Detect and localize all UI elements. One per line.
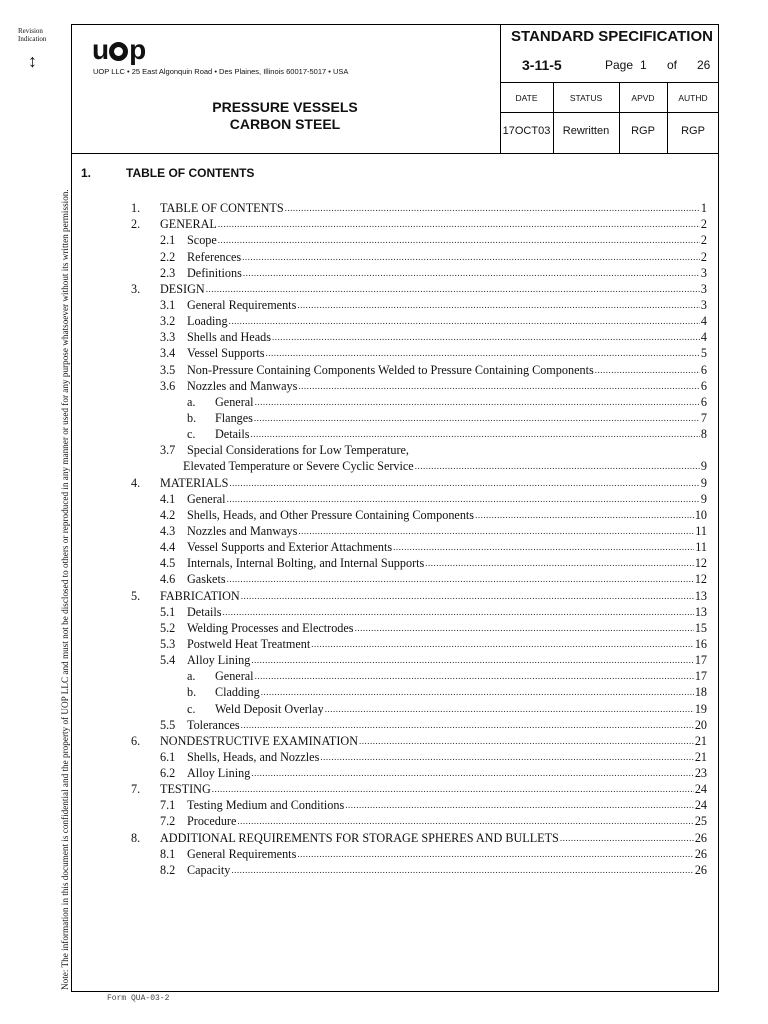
toc-entry bbox=[131, 296, 707, 312]
toc-entry bbox=[131, 441, 707, 457]
toc-entry bbox=[131, 764, 707, 780]
form-code: Form QUA-03-2 bbox=[107, 994, 170, 1003]
toc-entry-label: Details bbox=[215, 427, 250, 442]
toc-entry-page: 6 bbox=[700, 378, 707, 393]
toc-entry-label: Gaskets bbox=[187, 572, 226, 587]
toc-entry-page: 2 bbox=[700, 249, 707, 264]
toc-entry-page: 23 bbox=[694, 766, 707, 781]
toc-entry-label: GENERAL bbox=[160, 217, 217, 232]
toc-entry-page: 19 bbox=[694, 701, 707, 716]
section-number: 1. bbox=[81, 166, 92, 180]
toc-entry-page: 2 bbox=[700, 233, 707, 248]
page-label: Page bbox=[605, 58, 634, 72]
toc-leader-dots bbox=[242, 250, 700, 264]
toc-entry-label: Flanges bbox=[215, 410, 253, 425]
toc-entry bbox=[131, 473, 707, 489]
toc-entry bbox=[131, 457, 707, 473]
toc-entry-number: 4.2 bbox=[160, 507, 176, 522]
toc-entry-label: Tolerances bbox=[187, 717, 240, 732]
toc-entry bbox=[131, 651, 707, 667]
toc-leader-dots bbox=[241, 718, 694, 732]
toc-entry-number: a. bbox=[187, 394, 196, 409]
toc-entry bbox=[131, 312, 707, 328]
toc-entry bbox=[131, 861, 707, 877]
toc-entry-page: 9 bbox=[700, 491, 707, 506]
toc-entry bbox=[131, 780, 707, 796]
spec-number: 3-11-5 bbox=[522, 57, 562, 73]
toc-entry bbox=[131, 247, 707, 263]
toc-entry-page: 9 bbox=[700, 475, 707, 490]
toc-entry bbox=[131, 732, 707, 748]
toc-entry-number: 3. bbox=[131, 281, 141, 296]
toc-entry-label: Shells and Heads bbox=[187, 330, 271, 345]
toc-leader-dots bbox=[355, 621, 694, 635]
spec-box-divider bbox=[500, 82, 719, 83]
toc-entry-label: General bbox=[215, 394, 254, 409]
toc-entry-number: 4.4 bbox=[160, 540, 176, 555]
toc-entry-number: 4.5 bbox=[160, 556, 176, 571]
toc-entry-label: Nozzles and Manways bbox=[187, 378, 298, 393]
toc-leader-dots bbox=[266, 346, 700, 360]
toc-entry-label: Vessel Supports and Exterior Attachments bbox=[187, 540, 393, 555]
toc-entry-page: 8 bbox=[700, 427, 707, 442]
toc-leader-dots bbox=[212, 782, 694, 796]
toc-leader-dots bbox=[251, 427, 700, 441]
toc-entry-number: 8.2 bbox=[160, 862, 176, 877]
toc-entry-label: Loading bbox=[187, 314, 228, 329]
toc-entry-page: 11 bbox=[695, 540, 707, 555]
toc-entry-label: TESTING bbox=[160, 782, 211, 797]
toc-entry-label: General Requirements bbox=[187, 297, 297, 312]
toc-entry bbox=[131, 215, 707, 231]
toc-entry-label: Vessel Supports bbox=[187, 346, 265, 361]
toc-leader-dots bbox=[251, 653, 694, 667]
toc-entry-number: 5.3 bbox=[160, 636, 176, 651]
value-authd: RGP bbox=[681, 125, 705, 137]
toc-entry-page: 9 bbox=[700, 459, 707, 474]
toc-entry-label: General bbox=[215, 669, 254, 684]
toc-entry-page: 12 bbox=[694, 572, 707, 587]
toc-entry bbox=[131, 199, 707, 215]
toc-entry-number: a. bbox=[187, 669, 196, 684]
toc-entry bbox=[131, 635, 707, 651]
toc-leader-dots bbox=[254, 411, 700, 425]
toc-entry-number: 3.2 bbox=[160, 314, 176, 329]
toc-entry bbox=[131, 328, 707, 344]
value-status: Rewritten bbox=[562, 125, 610, 137]
toc-entry bbox=[131, 828, 707, 844]
toc-entry bbox=[131, 796, 707, 812]
of-label: of bbox=[667, 58, 678, 72]
toc-entry-label: MATERIALS bbox=[160, 475, 229, 490]
toc-entry-label: Scope bbox=[187, 233, 217, 248]
toc-leader-dots bbox=[255, 395, 700, 409]
toc-leader-dots bbox=[311, 637, 694, 651]
toc-entry-number: 5.2 bbox=[160, 620, 176, 635]
toc-entry bbox=[131, 603, 707, 619]
toc-entry bbox=[131, 409, 707, 425]
col-header-authd: AUTHD bbox=[678, 93, 708, 103]
document-title-line1: PRESSURE VESSELS bbox=[212, 99, 358, 115]
header-divider bbox=[71, 153, 719, 154]
confidentiality-note: Note: The information in this document is confidential and the property of UOP LLC and must not be disclosed to others or reproduced in any manner or used for any purpose whatsoever without its written permission. bbox=[60, 189, 70, 990]
toc-entry-page: 24 bbox=[694, 782, 707, 797]
toc-entry-number: 2. bbox=[131, 217, 141, 232]
toc-leader-dots bbox=[237, 814, 693, 828]
toc-entry-page: 4 bbox=[700, 314, 707, 329]
toc-entry bbox=[131, 280, 707, 296]
toc-entry-number: 8. bbox=[131, 830, 141, 845]
uop-logo: u p bbox=[92, 34, 146, 65]
toc-entry-number: c. bbox=[187, 701, 196, 716]
toc-entry-page: 3 bbox=[700, 281, 707, 296]
toc-entry-label: NONDESTRUCTIVE EXAMINATION bbox=[160, 733, 359, 748]
toc-entry-label: General bbox=[187, 491, 226, 506]
revision-arrow-icon: ↕ bbox=[28, 51, 37, 71]
toc-entry-page: 13 bbox=[694, 604, 707, 619]
col-header-apvd: APVD bbox=[631, 93, 655, 103]
toc-entry-number: 2.1 bbox=[160, 233, 176, 248]
toc-entry-page: 12 bbox=[694, 556, 707, 571]
toc-entry-label: Alloy Lining bbox=[187, 766, 251, 781]
toc-leader-dots bbox=[229, 476, 700, 490]
toc-leader-dots bbox=[297, 847, 694, 861]
value-date: 17OCT03 bbox=[502, 125, 551, 137]
toc-entry-label: TABLE OF CONTENTS bbox=[160, 201, 284, 216]
section-title: TABLE OF CONTENTS bbox=[126, 166, 255, 180]
toc-entry bbox=[131, 812, 707, 828]
toc-entry-number: c. bbox=[187, 427, 196, 442]
toc-entry-label: Internals, Internal Bolting, and Internal Supports bbox=[187, 556, 425, 571]
toc-entry-label: FABRICATION bbox=[160, 588, 240, 603]
toc-entry-number: 5.4 bbox=[160, 653, 176, 668]
toc-entry bbox=[131, 377, 707, 393]
toc-entry-number: b. bbox=[187, 685, 197, 700]
toc-entry-number: 4.1 bbox=[160, 491, 176, 506]
toc-entry-page: 2 bbox=[700, 217, 707, 232]
toc-entry bbox=[131, 570, 707, 586]
toc-leader-dots bbox=[218, 233, 700, 247]
toc-leader-dots bbox=[415, 459, 700, 473]
toc-leader-dots bbox=[241, 589, 694, 603]
toc-entry-number: 8.1 bbox=[160, 846, 176, 861]
toc-entry-label: Capacity bbox=[187, 862, 231, 877]
toc-entry bbox=[131, 586, 707, 602]
toc-entry-page: 24 bbox=[694, 798, 707, 813]
toc-entry bbox=[131, 264, 707, 280]
toc-entry-page: 17 bbox=[694, 669, 707, 684]
toc-entry bbox=[131, 344, 707, 360]
toc-entry-page: 7 bbox=[700, 410, 707, 425]
toc-entry bbox=[131, 360, 707, 376]
toc-entry bbox=[131, 619, 707, 635]
toc-leader-dots bbox=[229, 314, 700, 328]
toc-entry-page: 10 bbox=[694, 507, 707, 522]
document-title-line2: CARBON STEEL bbox=[229, 116, 341, 132]
toc-entry-page: 4 bbox=[700, 330, 707, 345]
toc-leader-dots bbox=[359, 734, 694, 748]
toc-leader-dots bbox=[251, 766, 694, 780]
toc-entry-page: 20 bbox=[694, 717, 707, 732]
col-header-date: DATE bbox=[515, 93, 538, 103]
toc-leader-dots bbox=[206, 282, 700, 296]
toc-entry-label: Definitions bbox=[187, 265, 242, 280]
toc-entry bbox=[131, 538, 707, 554]
toc-entry-page: 26 bbox=[694, 830, 707, 845]
toc-entry-label: Testing Medium and Conditions bbox=[187, 798, 345, 813]
toc-entry-number: 3.4 bbox=[160, 346, 176, 361]
toc-entry-label: General Requirements bbox=[187, 846, 297, 861]
toc-entry-number: 2.2 bbox=[160, 249, 176, 264]
toc-entry bbox=[131, 506, 707, 522]
toc-leader-dots bbox=[425, 556, 694, 570]
toc-entry-label: Non-Pressure Containing Components Welded to Pressure Containing Components bbox=[187, 362, 594, 377]
footer-rule bbox=[71, 991, 719, 992]
toc-entry-number: 5. bbox=[131, 588, 141, 603]
toc-entry-number: 1. bbox=[131, 201, 141, 216]
spec-type: STANDARD SPECIFICATION bbox=[511, 28, 713, 45]
toc-leader-dots bbox=[393, 540, 694, 554]
toc-leader-dots bbox=[595, 363, 700, 377]
toc-entry-number: 7.2 bbox=[160, 814, 176, 829]
toc-leader-dots bbox=[227, 492, 700, 506]
toc-entry-page: 21 bbox=[694, 749, 707, 764]
toc-entry-label: Weld Deposit Overlay bbox=[215, 701, 324, 716]
toc-leader-dots bbox=[297, 298, 700, 312]
toc-entry-page: 15 bbox=[694, 620, 707, 635]
toc-entry bbox=[131, 845, 707, 861]
toc-entry-number: 3.7 bbox=[160, 443, 176, 458]
toc-entry bbox=[131, 231, 707, 247]
toc-entry-page: 3 bbox=[700, 297, 707, 312]
toc-entry bbox=[131, 716, 707, 732]
toc-entry-number: 5.5 bbox=[160, 717, 176, 732]
toc-entry bbox=[131, 748, 707, 764]
toc-entry-label: Details bbox=[187, 604, 222, 619]
toc-entry-page: 21 bbox=[694, 733, 707, 748]
toc-leader-dots bbox=[255, 669, 694, 683]
toc-entry-page: 16 bbox=[694, 636, 707, 651]
page-number: 1 bbox=[640, 58, 647, 72]
toc-leader-dots bbox=[261, 685, 694, 699]
toc-entry-number: 3.1 bbox=[160, 297, 176, 312]
table-of-contents bbox=[131, 199, 707, 877]
page-total: 26 bbox=[697, 58, 711, 72]
toc-leader-dots bbox=[345, 798, 694, 812]
toc-entry-number: b. bbox=[187, 410, 197, 425]
toc-entry-number: 4.3 bbox=[160, 523, 176, 538]
toc-leader-dots bbox=[285, 201, 700, 215]
toc-entry-page: 18 bbox=[694, 685, 707, 700]
toc-leader-dots bbox=[227, 572, 694, 586]
toc-leader-dots bbox=[475, 508, 694, 522]
toc-entry-label: Alloy Lining bbox=[187, 653, 251, 668]
toc-entry-label: Postweld Heat Treatment bbox=[187, 636, 311, 651]
toc-entry-page: 6 bbox=[700, 394, 707, 409]
toc-leader-dots bbox=[218, 217, 700, 231]
toc-entry-number: 2.3 bbox=[160, 265, 176, 280]
toc-entry-number: 5.1 bbox=[160, 604, 176, 619]
toc-entry-page: 1 bbox=[700, 201, 707, 216]
toc-entry-page: 25 bbox=[694, 814, 707, 829]
toc-entry-label: Nozzles and Manways bbox=[187, 523, 298, 538]
toc-entry-page: 26 bbox=[694, 846, 707, 861]
toc-entry-label: Welding Processes and Electrodes bbox=[187, 620, 354, 635]
toc-leader-dots bbox=[231, 863, 693, 877]
toc-entry-label: DESIGN bbox=[160, 281, 205, 296]
toc-entry-number: 6.1 bbox=[160, 749, 176, 764]
toc-entry bbox=[131, 522, 707, 538]
toc-entry bbox=[131, 667, 707, 683]
toc-entry-label: Shells, Heads, and Nozzles bbox=[187, 749, 320, 764]
toc-entry-page: 13 bbox=[694, 588, 707, 603]
toc-entry-page: 26 bbox=[694, 862, 707, 877]
toc-leader-dots bbox=[560, 831, 694, 845]
toc-entry-label: Special Considerations for Low Temperature, bbox=[187, 443, 409, 458]
toc-entry bbox=[131, 393, 707, 409]
toc-entry-label: Procedure bbox=[187, 814, 237, 829]
toc-entry-page: 11 bbox=[695, 523, 707, 538]
toc-entry-label: References bbox=[187, 249, 242, 264]
toc-entry-label: Shells, Heads, and Other Pressure Containing Components bbox=[187, 507, 475, 522]
toc-entry-number: 3.6 bbox=[160, 378, 176, 393]
toc-entry-page: 17 bbox=[694, 653, 707, 668]
toc-entry-number: 4.6 bbox=[160, 572, 176, 587]
toc-entry-label: ADDITIONAL REQUIREMENTS FOR STORAGE SPHERES AND BULLETS bbox=[160, 830, 559, 845]
company-address: UOP LLC • 25 East Algonquin Road • Des Plaines, Illinois 60017-5017 • USA bbox=[93, 67, 349, 76]
toc-leader-dots bbox=[243, 266, 700, 280]
value-apvd: RGP bbox=[631, 125, 655, 137]
toc-entry-number: 3.5 bbox=[160, 362, 176, 377]
toc-entry-number: 4. bbox=[131, 475, 141, 490]
toc-entry-page: 6 bbox=[700, 362, 707, 377]
toc-entry bbox=[131, 683, 707, 699]
toc-entry-number: 7. bbox=[131, 782, 141, 797]
toc-entry-number: 7.1 bbox=[160, 798, 176, 813]
toc-entry bbox=[131, 490, 707, 506]
toc-entry-page: 5 bbox=[700, 346, 707, 361]
col-header-status: STATUS bbox=[569, 93, 603, 103]
toc-entry bbox=[131, 699, 707, 715]
toc-leader-dots bbox=[298, 524, 694, 538]
toc-entry-number: 6.2 bbox=[160, 766, 176, 781]
toc-leader-dots bbox=[320, 750, 693, 764]
spec-table-divider bbox=[500, 112, 719, 113]
toc-leader-dots bbox=[272, 330, 700, 344]
toc-entry bbox=[131, 425, 707, 441]
toc-entry-number: 3.3 bbox=[160, 330, 176, 345]
toc-leader-dots bbox=[223, 605, 694, 619]
toc-entry-page: 3 bbox=[700, 265, 707, 280]
toc-entry-number: 6. bbox=[131, 733, 141, 748]
toc-entry-label: Elevated Temperature or Severe Cyclic Service bbox=[183, 459, 414, 474]
toc-entry bbox=[131, 554, 707, 570]
revision-indication-label: Revision Indication bbox=[18, 27, 47, 43]
toc-leader-dots bbox=[298, 379, 700, 393]
toc-entry-label: Cladding bbox=[215, 685, 260, 700]
toc-leader-dots bbox=[325, 702, 694, 716]
